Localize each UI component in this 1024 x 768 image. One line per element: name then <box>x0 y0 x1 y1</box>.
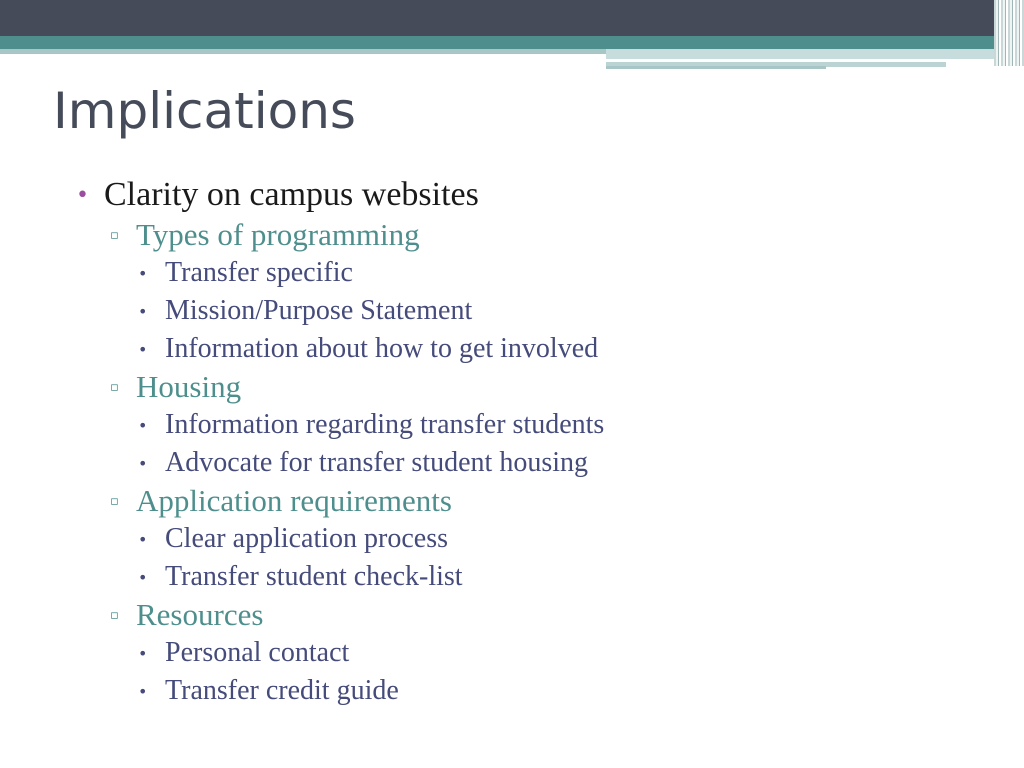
sub-sub-bullet-item <box>76 330 976 368</box>
sub-bullet-item <box>76 368 976 406</box>
sub-sub-bullet-text: Transfer credit guide <box>165 675 399 706</box>
sub-sub-bullet-text: Advocate for transfer student housing <box>165 447 588 478</box>
header-accent-line <box>606 49 1024 59</box>
sub-sub-bullet-item <box>76 254 976 292</box>
small-dot-icon: • <box>138 567 148 587</box>
small-dot-icon: • <box>138 415 148 435</box>
sub-bullet-text: Types of programming <box>136 217 420 252</box>
square-bullet-icon: ▫ <box>110 379 119 395</box>
sub-bullet-group <box>76 482 976 596</box>
header-accent-line <box>606 66 826 69</box>
sub-sub-bullet-item <box>76 634 976 672</box>
sub-bullet-text: Resources <box>136 597 264 632</box>
small-dot-icon: • <box>138 681 148 701</box>
sub-sub-bullet-text: Clear application process <box>165 523 449 554</box>
bullet-text: Clarity on campus websites <box>104 176 479 213</box>
bullet-dot-icon: • <box>76 182 89 208</box>
sub-bullet-item <box>76 482 976 520</box>
sub-sub-bullet-text: Information regarding transfer students <box>165 409 605 440</box>
small-dot-icon: • <box>138 301 148 321</box>
sub-bullet-group <box>76 368 976 482</box>
small-dot-icon: • <box>138 339 148 359</box>
sub-sub-bullet-text: Personal contact <box>165 637 350 668</box>
header-teal-bar <box>0 36 1024 49</box>
sub-bullet-item <box>76 216 976 254</box>
square-bullet-icon: ▫ <box>110 227 119 243</box>
small-dot-icon: • <box>138 453 148 473</box>
bullet-item <box>76 174 976 216</box>
sub-bullet-group <box>76 216 976 368</box>
small-dot-icon: • <box>138 263 148 283</box>
sub-sub-bullet-item <box>76 558 976 596</box>
sub-bullet-group <box>76 596 976 710</box>
slide-title: Implications <box>53 82 356 140</box>
square-bullet-icon: ▫ <box>110 493 119 509</box>
sub-sub-bullet-text: Transfer student check-list <box>165 561 463 592</box>
header-accent-line <box>0 49 608 54</box>
square-bullet-icon: ▫ <box>110 607 119 623</box>
header-dark-bar <box>0 0 1024 36</box>
sub-sub-bullet-item <box>76 672 976 710</box>
small-dot-icon: • <box>138 529 148 549</box>
sub-sub-bullet-text: Information about how to get involved <box>165 333 599 364</box>
sub-sub-bullet-item <box>76 520 976 558</box>
sub-bullet-item <box>76 596 976 634</box>
sub-bullet-text: Housing <box>136 369 242 404</box>
small-dot-icon: • <box>138 643 148 663</box>
sub-sub-bullet-item <box>76 406 976 444</box>
sub-sub-bullet-item <box>76 444 976 482</box>
bullet-list <box>76 174 976 710</box>
sub-sub-bullet-text: Mission/Purpose Statement <box>165 295 473 326</box>
sub-bullet-text: Application requirements <box>136 483 452 518</box>
sub-sub-bullet-item <box>76 292 976 330</box>
header-stripes <box>994 0 1024 66</box>
sub-sub-bullet-text: Transfer specific <box>165 257 353 288</box>
